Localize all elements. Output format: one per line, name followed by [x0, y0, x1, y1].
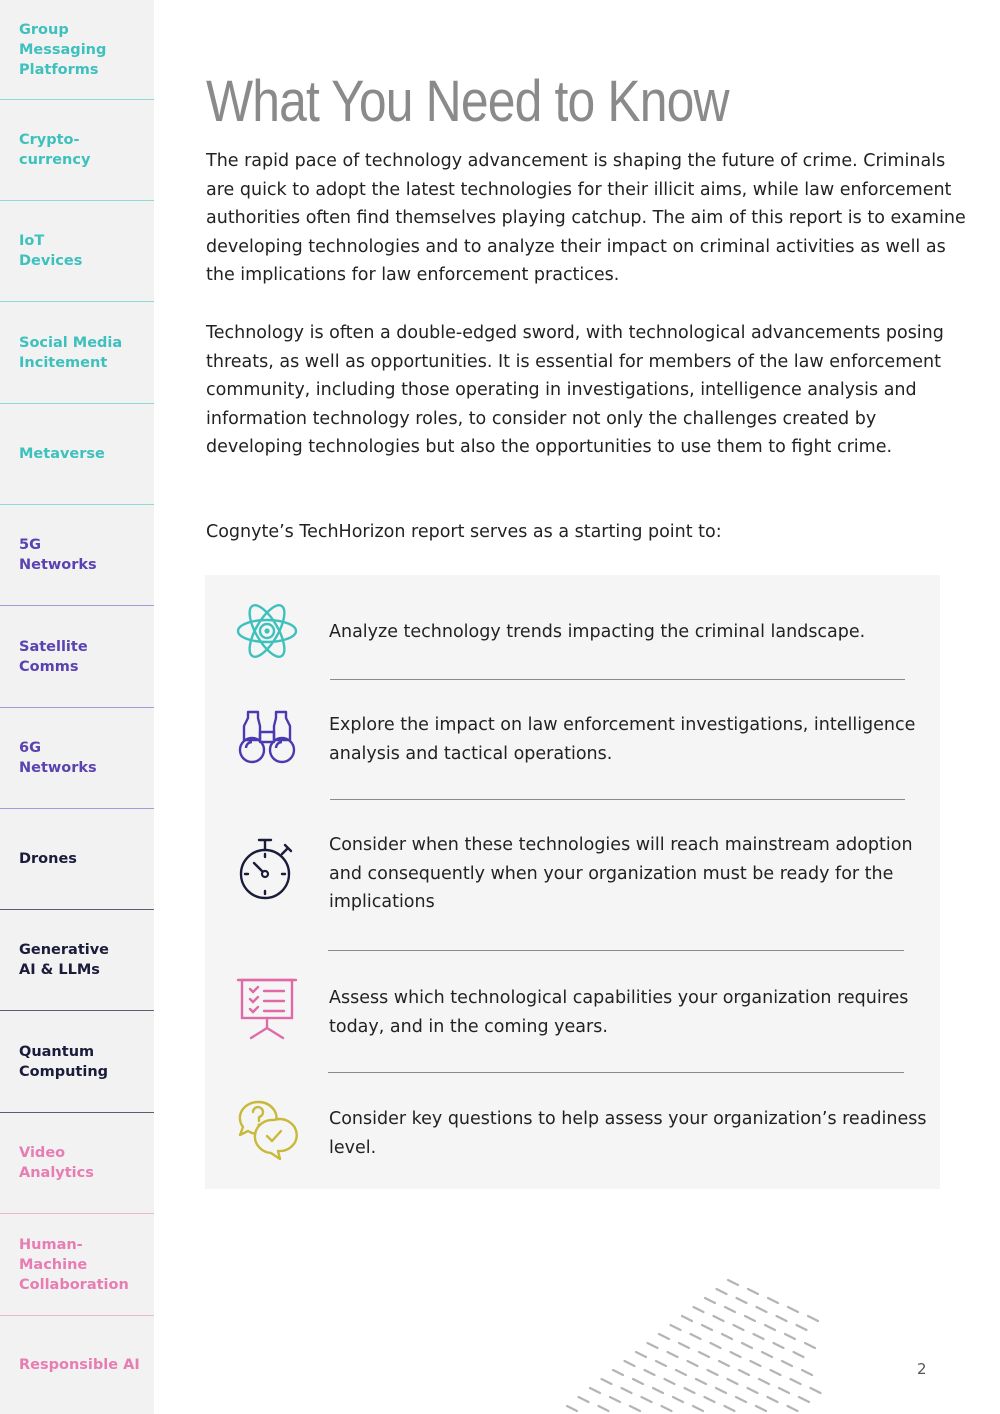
divider — [330, 799, 905, 800]
decorative-dash — [757, 1307, 767, 1312]
decorative-dash — [722, 1334, 732, 1339]
decorative-dash — [610, 1397, 620, 1402]
decorative-dash — [774, 1343, 784, 1348]
sidebar-item-satellite-comms[interactable] — [0, 606, 154, 708]
sidebar-nav — [0, 0, 154, 1414]
decorative-dash — [808, 1316, 818, 1321]
decorative-dash — [731, 1352, 741, 1357]
decorative-dash — [759, 1379, 769, 1384]
sidebar-item-metaverse[interactable] — [0, 404, 154, 505]
decorative-dash — [742, 1343, 752, 1348]
decorative-dash — [708, 1370, 718, 1375]
decorative-dash-pattern — [480, 1260, 900, 1414]
decorative-dash — [590, 1388, 600, 1393]
sidebar-item-label: Group Messaging Platforms — [19, 21, 107, 78]
sidebar-item-label: Responsible AI — [19, 1357, 140, 1373]
page-title: What You Need to Know — [206, 69, 729, 134]
goal-text: Assess which technological capabilities your organization requires today, and in the coming years. — [329, 988, 909, 1037]
decorative-dash — [668, 1352, 678, 1357]
decorative-dash — [748, 1289, 758, 1294]
decorative-dash — [788, 1307, 798, 1312]
decorative-dash — [599, 1406, 609, 1411]
sidebar-item-label: Satellite Comms — [19, 638, 88, 675]
stopwatch-icon — [234, 836, 300, 902]
body-paragraph: Technology is often a double-edged sword, with technological advancements posing threats, as well as opportunities. It is essential for members of the law enforcement community, including those operating in investigations, intelligence analysis and information technology roles, to consider not only the challenges created by developing technologies but also the opportunities to use them to fight crime. — [206, 323, 944, 458]
decorative-dash — [745, 1316, 755, 1321]
decorative-dash — [630, 1406, 640, 1411]
goal-text: Consider key questions to help assess your organization’s readiness level. — [329, 1109, 927, 1158]
decorative-dash — [765, 1325, 775, 1330]
decorative-dash — [699, 1352, 709, 1357]
decorative-dash — [811, 1388, 821, 1393]
sidebar-item-label: Human-Machine Collaboration — [19, 1236, 129, 1293]
decorative-dash — [777, 1316, 787, 1321]
decorative-dash — [799, 1397, 809, 1402]
decorative-dash — [673, 1397, 683, 1402]
sidebar-item-quantum-computing[interactable] — [0, 1011, 154, 1113]
decorative-dash — [802, 1370, 812, 1375]
decorative-dash — [682, 1316, 692, 1321]
decorative-dash — [717, 1289, 727, 1294]
page-number: 2 — [917, 1360, 927, 1378]
decorative-dash — [754, 1334, 764, 1339]
decorative-dash — [676, 1370, 686, 1375]
decorative-dash — [694, 1307, 704, 1312]
sidebar-item-human-machine[interactable] — [0, 1214, 154, 1316]
question-chat-icon — [234, 1098, 300, 1164]
decorative-dash — [748, 1388, 758, 1393]
sidebar-item-label: Video Analytics — [19, 1145, 94, 1181]
decorative-dash — [659, 1334, 669, 1339]
sidebar-item-generative-ai[interactable] — [0, 910, 154, 1011]
decorative-dash — [685, 1388, 695, 1393]
decorative-dash — [633, 1379, 643, 1384]
decorative-dash — [788, 1406, 798, 1411]
binoculars-icon — [234, 704, 300, 770]
decorative-dash — [613, 1370, 623, 1375]
decorative-dash — [728, 1280, 738, 1285]
sidebar-item-label: Crypto- currency — [19, 132, 91, 168]
decorative-dash — [567, 1406, 577, 1411]
sidebar-item-iot-devices[interactable] — [0, 201, 154, 302]
sidebar-item-video-analytics[interactable] — [0, 1113, 154, 1214]
decorative-dash — [636, 1352, 646, 1357]
divider — [328, 1072, 904, 1073]
decorative-dash — [696, 1379, 706, 1384]
decorative-dash — [653, 1388, 663, 1393]
decorative-dash — [702, 1325, 712, 1330]
decorative-dash — [805, 1343, 815, 1348]
decorative-dash — [791, 1379, 801, 1384]
decorative-dash — [725, 1406, 735, 1411]
sidebar-item-label: Drones — [19, 851, 77, 867]
decorative-dash — [771, 1370, 781, 1375]
decorative-dash — [779, 1388, 789, 1393]
goal-text: Explore the impact on law enforcement investigations, intelligence analysis and tactical operations. — [329, 715, 916, 764]
decorative-dash — [737, 1298, 747, 1303]
sidebar-item-label: Metaverse — [19, 446, 105, 462]
intro-paragraph: The rapid pace of technology advancement is shaping the future of crime. Criminals are quick to adopt the latest technologies for their illicit aims, while law enforcement authorities often find themselves playing catchup. The aim of this report is to examine developing technologies and to analyze their impact on criminal activities as well as the implications for law enforcement practices. — [206, 151, 966, 286]
decorative-dash — [705, 1298, 715, 1303]
decorative-dash — [671, 1325, 681, 1330]
decorative-dash — [768, 1397, 778, 1402]
decorative-dash — [785, 1334, 795, 1339]
divider — [328, 950, 904, 951]
sidebar-item-label: 5G Networks — [19, 537, 97, 573]
sidebar-item-label: 6G Networks — [19, 740, 97, 776]
decorative-dash — [711, 1343, 721, 1348]
decorative-dash — [797, 1325, 807, 1330]
decorative-dash — [662, 1406, 672, 1411]
decorative-dash — [794, 1352, 804, 1357]
decorative-dash — [579, 1397, 589, 1402]
goal-text: Consider when these technologies will reach mainstream adoption and consequently when your organization must be ready for the implications — [329, 835, 913, 913]
decorative-dash — [751, 1361, 761, 1366]
decorative-dash — [719, 1361, 729, 1366]
decorative-dash — [642, 1397, 652, 1402]
lead-in-paragraph: Cognyte’s TechHorizon report serves as a starting point to: — [206, 522, 722, 542]
goal-text: Analyze technology trends impacting the criminal landscape. — [329, 622, 866, 642]
sidebar-item-label: Generative AI & LLMs — [19, 942, 110, 978]
sidebar-item-5g-networks[interactable] — [0, 505, 154, 606]
sidebar-item-label: Quantum Computing — [19, 1043, 109, 1080]
sidebar-item-6g-networks[interactable] — [0, 708, 154, 809]
decorative-dash — [756, 1406, 766, 1411]
decorative-dash — [693, 1406, 703, 1411]
sidebar-item-group-messaging[interactable] — [0, 0, 154, 100]
decorative-dash — [665, 1379, 675, 1384]
decorative-dash — [734, 1325, 744, 1330]
decorative-dash — [688, 1361, 698, 1366]
decorative-dash — [762, 1352, 772, 1357]
sidebar-item-label: IoT Devices — [19, 233, 83, 269]
decorative-dash — [705, 1397, 715, 1402]
decorative-dash — [782, 1361, 792, 1366]
decorative-dash — [725, 1307, 735, 1312]
decorative-dash — [736, 1397, 746, 1402]
presentation-board-icon — [234, 974, 300, 1040]
decorative-dash — [622, 1388, 632, 1393]
decorative-dash — [716, 1388, 726, 1393]
decorative-dash — [768, 1298, 778, 1303]
sidebar-item-social-media[interactable] — [0, 302, 154, 404]
atom-icon — [234, 598, 300, 664]
decorative-dash — [625, 1361, 635, 1366]
decorative-dash — [679, 1343, 689, 1348]
sidebar-item-label: Social Media Incitement — [19, 334, 123, 371]
decorative-dash — [645, 1370, 655, 1375]
divider — [330, 679, 905, 680]
sidebar-item-cryptocurrency[interactable] — [0, 100, 154, 201]
decorative-dash — [602, 1379, 612, 1384]
sidebar-item-drones[interactable] — [0, 809, 154, 910]
decorative-dash — [648, 1343, 658, 1348]
decorative-dash — [691, 1334, 701, 1339]
sidebar-item-responsible-ai[interactable] — [0, 1316, 154, 1414]
decorative-dash — [728, 1379, 738, 1384]
decorative-dash — [714, 1316, 724, 1321]
decorative-dash — [739, 1370, 749, 1375]
decorative-dash — [656, 1361, 666, 1366]
